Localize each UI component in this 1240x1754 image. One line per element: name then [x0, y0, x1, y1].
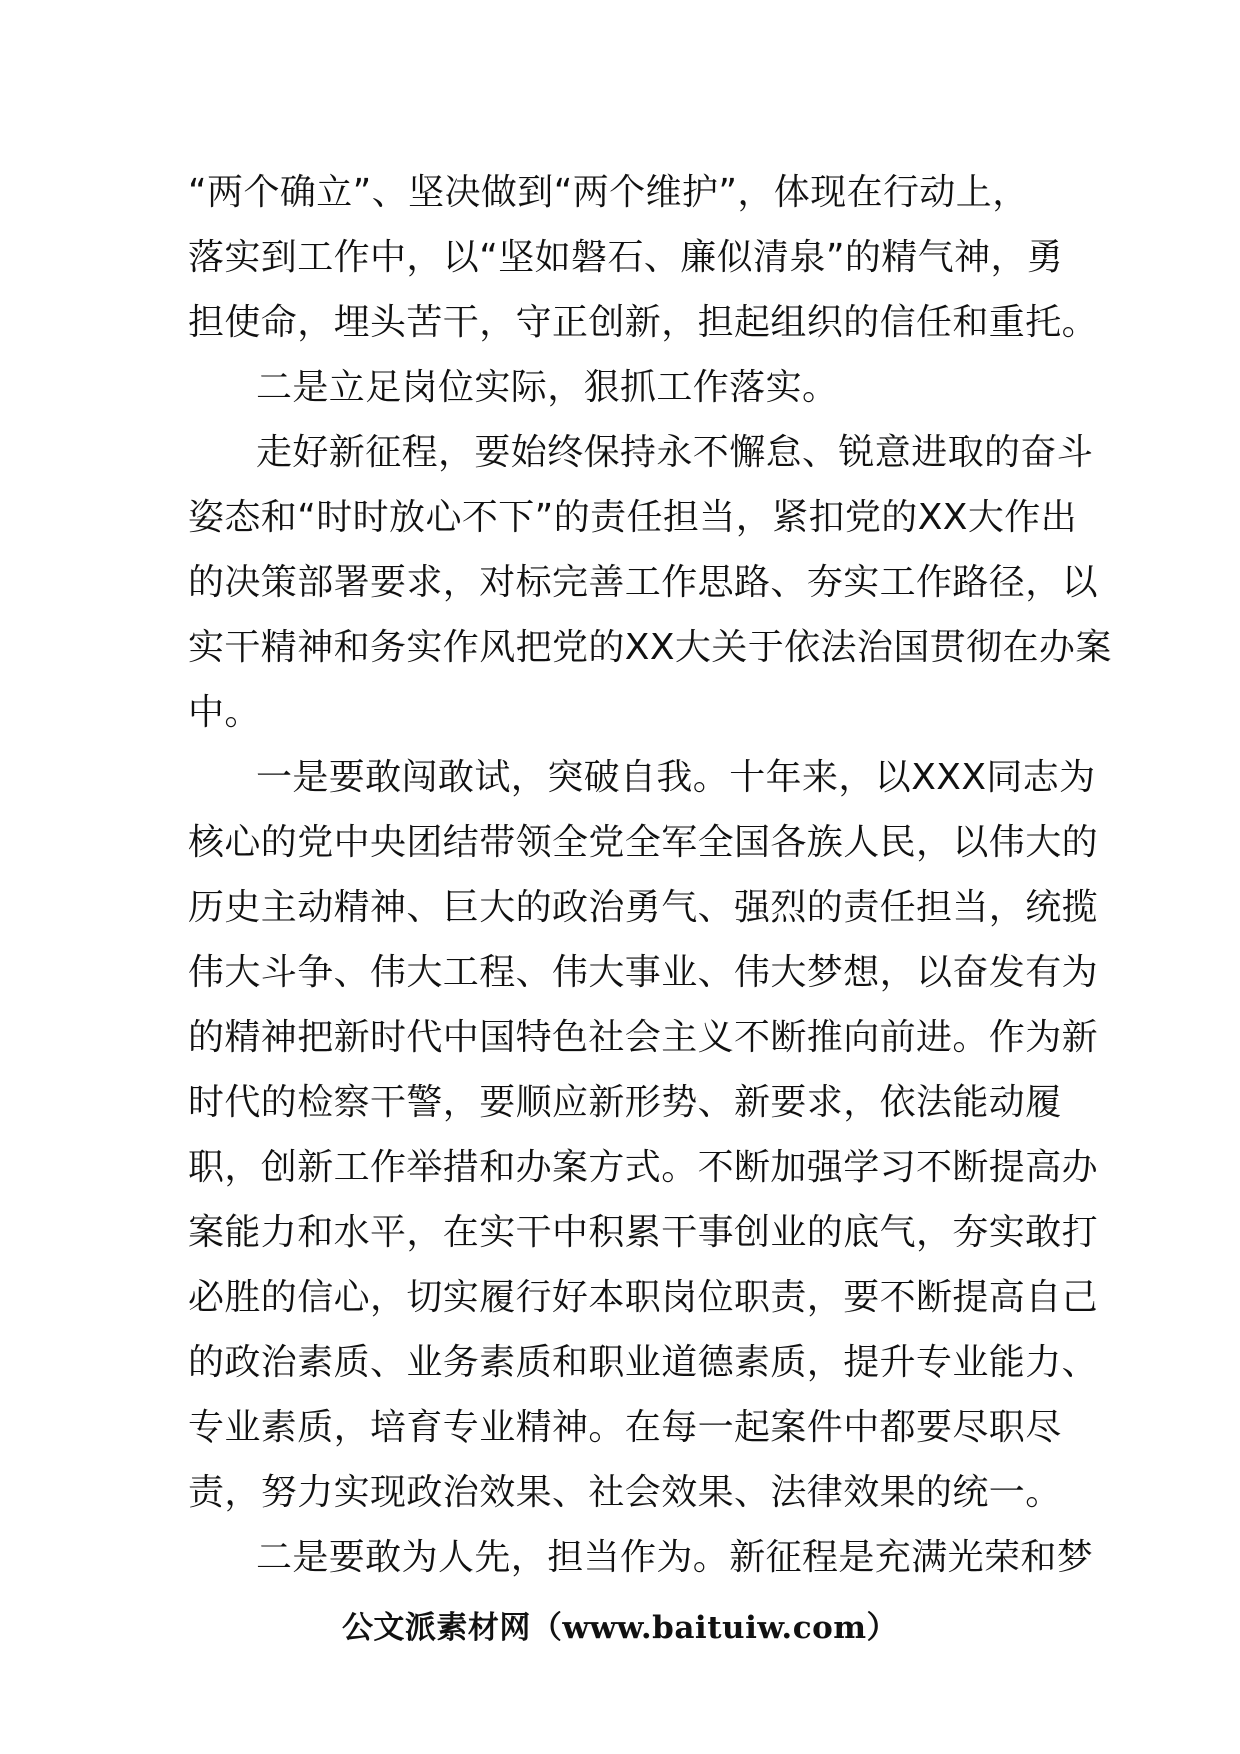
text-line: 伟大斗争、伟大工程、伟大事业、伟大梦想，以奋发有为	[188, 952, 1099, 993]
document-body	[188, 160, 1112, 1590]
text-line: 的精神把新时代中国特色社会主义不断推向前进。作为新	[188, 1017, 1099, 1058]
text-line: “两个确立”、坚决做到“两个维护”，体现在行动上，	[188, 172, 1029, 213]
text-line: 姿态和“时时放心不下”的责任担当，紧扣党的XX大作出	[188, 497, 1078, 538]
text-line: 担使命，埋头苦干，守正创新，担起组织的信任和重托。	[188, 302, 1099, 343]
text-line: 案能力和水平，在实干中积累干事创业的底气，夯实敢打	[188, 1212, 1099, 1253]
text-line: 一是要敢闯敢试，突破自我。十年来，以XXX同志为	[256, 757, 1096, 798]
text-line: 实干精神和务实作风把党的XX大关于依法治国贯彻在办案	[188, 627, 1112, 668]
footer-watermark: 公文派素材网（www.baituiw.com）	[341, 1610, 899, 1646]
text-line: 责，努力实现政治效果、社会效果、法律效果的统一。	[188, 1472, 1062, 1513]
text-line: 二是要敢为人先，担当作为。新征程是充满光荣和梦	[256, 1537, 1094, 1578]
text-line: 历史主动精神、巨大的政治勇气、强烈的责任担当，统揽	[188, 887, 1099, 928]
text-line: 必胜的信心，切实履行好本职岗位职责，要不断提高自己	[188, 1277, 1099, 1318]
text-line: 职，创新工作举措和办案方式。不断加强学习不断提高办	[188, 1147, 1099, 1188]
text-line: 时代的检察干警，要顺应新形势、新要求，依法能动履	[188, 1082, 1062, 1123]
text-line: 落实到工作中，以“坚如磐石、廉似清泉”的精气神，勇	[188, 237, 1064, 278]
section-heading: 二是立足岗位实际，狠抓工作落实。	[256, 367, 839, 408]
text-line: 核心的党中央团结带领全党全军全国各族人民，以伟大的	[188, 822, 1099, 863]
text-line: 专业素质，培育专业精神。在每一起案件中都要尽职尽	[188, 1407, 1062, 1448]
text-line: 中。	[188, 692, 261, 733]
text-line: 的政治素质、业务素质和职业道德素质，提升专业能力、	[188, 1342, 1099, 1383]
text-line: 走好新征程，要始终保持永不懈怠、锐意进取的奋斗	[256, 432, 1094, 473]
text-line: 的决策部署要求，对标完善工作思路、夯实工作路径，以	[188, 562, 1099, 603]
